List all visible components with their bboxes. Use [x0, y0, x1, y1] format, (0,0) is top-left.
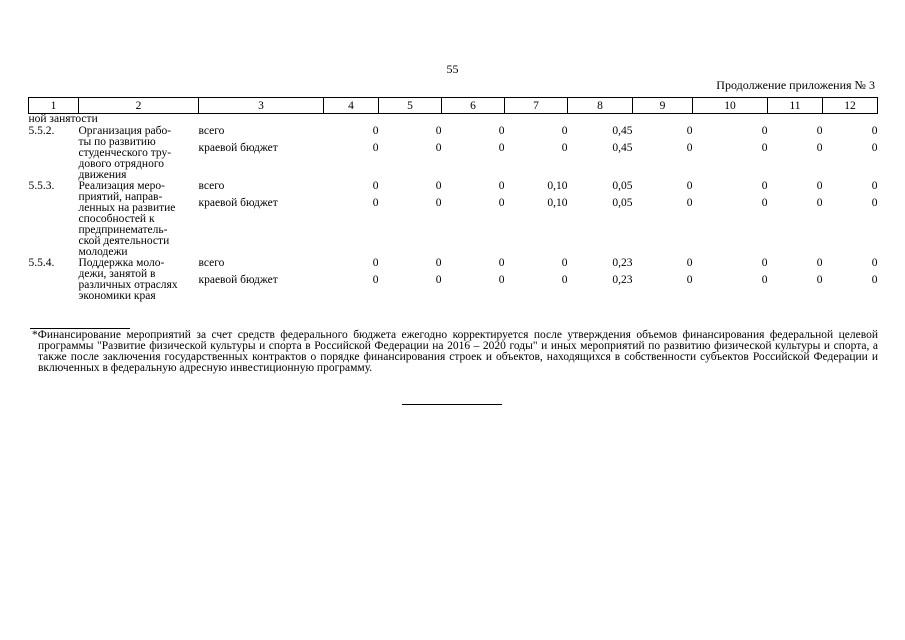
value: 0: [498, 180, 505, 192]
header-cell: 8: [568, 98, 633, 114]
value-cell: [633, 258, 693, 302]
value: 0: [816, 197, 823, 209]
value-cell: [442, 126, 505, 181]
value: 0,23: [612, 257, 633, 269]
value-cell: [823, 258, 878, 302]
carry-over-text: ной занятости: [28, 113, 98, 125]
value: 0: [372, 197, 379, 209]
funding-sources: [199, 181, 324, 258]
value: 0: [561, 125, 568, 137]
header-cell: 4: [324, 98, 379, 114]
value: 0: [372, 142, 379, 154]
value: 0: [372, 257, 379, 269]
value-cell: [823, 181, 878, 258]
value-cell: [568, 258, 633, 302]
value: 0: [816, 180, 823, 192]
funding-sources: [199, 258, 324, 302]
table-row: [29, 181, 878, 258]
value: 0: [498, 197, 505, 209]
header-cell: 10: [693, 98, 768, 114]
header-cell: 11: [768, 98, 823, 114]
value-cell: [568, 181, 633, 258]
value-cell: [324, 258, 379, 302]
value: 0: [435, 142, 442, 154]
table-row: [29, 258, 878, 302]
value: 0: [871, 274, 878, 286]
value-cell: [324, 126, 379, 181]
header-cell: 7: [505, 98, 568, 114]
header-cell: 5: [379, 98, 442, 114]
header-row: [29, 98, 878, 114]
value: 0,45: [612, 142, 633, 154]
row-number: 5.5.3.: [28, 180, 55, 192]
value: 0: [435, 274, 442, 286]
value-cell: [633, 126, 693, 181]
value: 0: [686, 257, 693, 269]
value: 0: [686, 142, 693, 154]
value: 0: [816, 142, 823, 154]
value: 0: [686, 125, 693, 137]
value: 0: [561, 142, 568, 154]
value: 0: [871, 257, 878, 269]
value: 0,23: [612, 274, 633, 286]
value: 0: [871, 197, 878, 209]
header-cell: 2: [79, 98, 199, 114]
funding-source-label: краевой бюджет: [198, 274, 278, 286]
value-cell: [505, 258, 568, 302]
value: 0: [372, 180, 379, 192]
value-cell: [768, 258, 823, 302]
funding-source-label: всего: [198, 257, 225, 269]
activity-name: Реализация меро- приятий, направ- ленных на развитие способностей к предпринематель- ской деятельности молодежи: [78, 180, 176, 258]
value-cell: [568, 126, 633, 181]
activity-name: Организация рабо- ты по развитию студенческого тру- дового отрядного движения: [78, 125, 172, 181]
value-cell: [505, 181, 568, 258]
value: 0,05: [612, 180, 633, 192]
value: 0: [435, 180, 442, 192]
value: 0: [498, 142, 505, 154]
value-cell: [693, 181, 768, 258]
value-cell: [823, 126, 878, 181]
value: 0: [761, 257, 768, 269]
activity-name: Поддержка моло- дежи, занятой в различных отраслях экономики края: [78, 257, 178, 302]
value-cell: [324, 181, 379, 258]
row-number: 5.5.2.: [28, 125, 55, 137]
value: 0: [871, 180, 878, 192]
footnote: [28, 330, 878, 374]
header-cell: 9: [633, 98, 693, 114]
value: 0: [435, 197, 442, 209]
value-cell: [693, 258, 768, 302]
row-number: 5.5.4.: [28, 257, 55, 269]
value: 0: [761, 197, 768, 209]
value: 0: [435, 125, 442, 137]
header-cell: 1: [29, 98, 79, 114]
value: 0,45: [612, 125, 633, 137]
funding-sources: [199, 126, 324, 181]
header-cell: 6: [442, 98, 505, 114]
footnote-text: *Финансирование мероприятий за счет средств федерального бюджета ежегодно корректируется после утверждения объемов финансирования федеральной целевой программы "Развитие физической культуры и спорта в Российской Федерации на 2016 – 2020 годы" и иных мероприятий по развитию физической культуры и спорта, а также после заключения государственных контрактов о порядке финансирования строек и объектов, находящихся в собственности субъектов Российской Федерации и включенных в федеральную адресную инвестиционную программу.: [32, 329, 878, 374]
value: 0: [498, 274, 505, 286]
header-cell: 3: [199, 98, 324, 114]
value: 0: [871, 125, 878, 137]
value: 0: [686, 197, 693, 209]
table-header: [29, 98, 878, 114]
funding-source-label: краевой бюджет: [198, 197, 278, 209]
value: 0,05: [612, 197, 633, 209]
value: 0: [561, 257, 568, 269]
value: 0: [435, 257, 442, 269]
value: 0: [816, 125, 823, 137]
value: 0: [816, 274, 823, 286]
header-cell: 12: [823, 98, 878, 114]
value: 0: [498, 257, 505, 269]
value-cell: [379, 258, 442, 302]
value-cell: [633, 181, 693, 258]
value: 0: [761, 142, 768, 154]
value: 0: [372, 274, 379, 286]
value-cell: [768, 126, 823, 181]
value: 0: [871, 142, 878, 154]
page-number: 55: [446, 62, 459, 76]
funding-source-label: всего: [198, 180, 225, 192]
value: 0,10: [547, 180, 568, 192]
value-cell: [379, 181, 442, 258]
value-cell: [379, 126, 442, 181]
value-cell: [768, 181, 823, 258]
value-cell: [693, 126, 768, 181]
value-cell: [442, 258, 505, 302]
value: 0,10: [547, 197, 568, 209]
value: 0: [498, 125, 505, 137]
end-divider: [402, 404, 502, 405]
funding-source-label: всего: [198, 125, 225, 137]
value: 0: [761, 274, 768, 286]
value: 0: [561, 274, 568, 286]
value: 0: [686, 274, 693, 286]
value: 0: [761, 125, 768, 137]
funding-source-label: краевой бюджет: [198, 142, 278, 154]
value-cell: [505, 126, 568, 181]
table-row: [29, 126, 878, 181]
value-cell: [442, 181, 505, 258]
value: 0: [372, 125, 379, 137]
table-body: [29, 114, 878, 303]
value: 0: [761, 180, 768, 192]
value: 0: [816, 257, 823, 269]
value: 0: [686, 180, 693, 192]
budget-table: [28, 97, 878, 302]
continuation-label: Продолжение приложения № 3: [716, 78, 875, 92]
